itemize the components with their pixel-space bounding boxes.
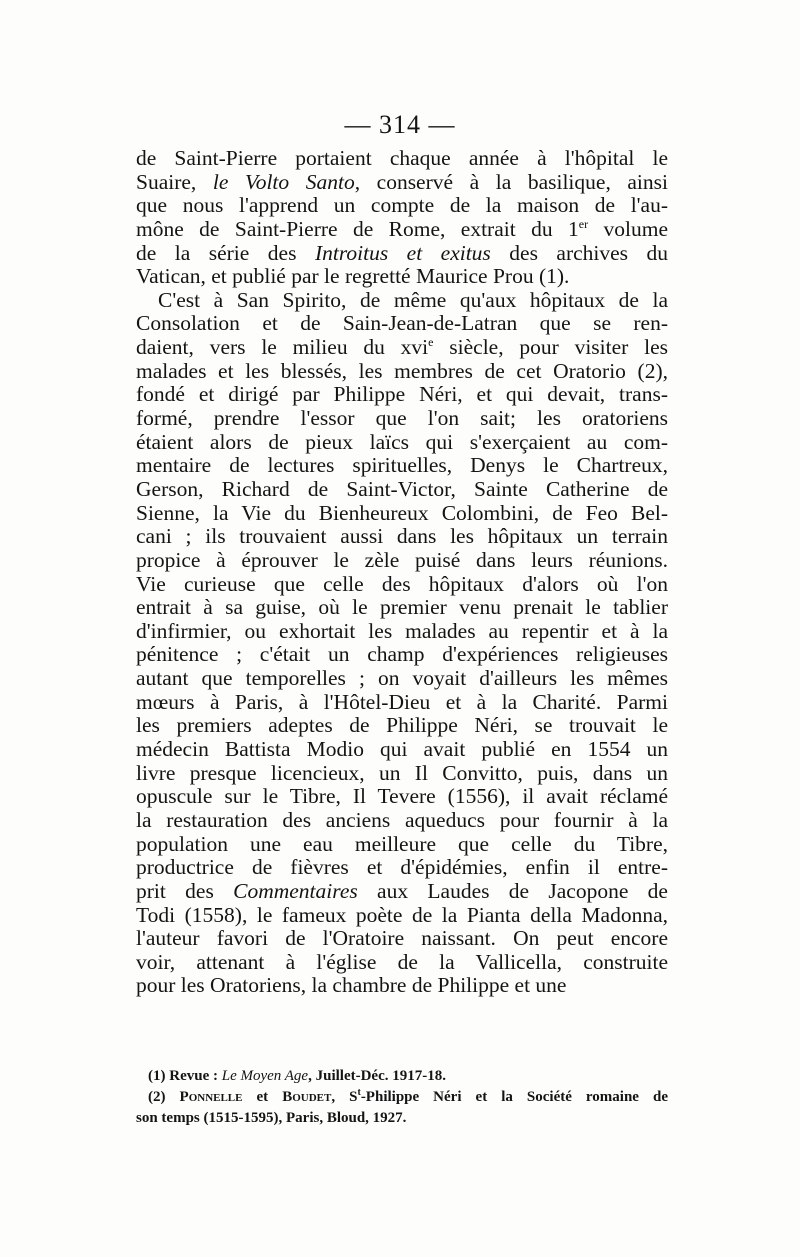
text-line: mentaire de lectures spirituelles, Denys le Chartreux, bbox=[136, 454, 668, 478]
text-line: la restauration des anciens aqueducs pour fournir à la bbox=[136, 808, 668, 832]
text-line: pour les Oratoriens, la chambre de Philippe et une bbox=[136, 974, 567, 998]
text-line: Todi (1558), le fameux poète de la Pianta della Madonna, bbox=[136, 903, 668, 927]
text-line: Gerson, Richard de Saint-Victor, Sainte Catherine de bbox=[136, 477, 668, 501]
text-line: productrice de fièvres et d'épidémies, enfin il entre- bbox=[136, 856, 668, 880]
text-line: C'est à San Spirito, de même qu'aux hôpitaux de la bbox=[158, 288, 668, 312]
text-line: opuscule sur le Tibre, Il Tevere (1556), il avait réclamé bbox=[136, 785, 668, 809]
text-line: l'auteur favori de l'Oratoire naissant. On peut encore bbox=[136, 927, 668, 951]
text-line: daient, vers le milieu du xvi$^e$ siècle, pour visiter les bbox=[136, 336, 668, 360]
page-number: — 314 — bbox=[344, 110, 456, 139]
text-line: entrait à sa guise, où le premier venu prenait le tablier bbox=[136, 596, 668, 620]
text-line: médecin Battista Modio qui avait publié en 1554 un bbox=[136, 738, 668, 762]
text-line: formé, prendre l'essor que l'on sait; les oratoriens bbox=[136, 407, 668, 431]
text-line: autant que temporelles ; on voyait d'ailleurs les mêmes bbox=[136, 667, 668, 691]
text-line: Consolation et de Sain-Jean-de-Latran que se ren- bbox=[136, 312, 668, 336]
footnote-line: (2) Ponnelle et Boudet, $S^t$-Philippe Néri et la Société romaine de bbox=[148, 1087, 668, 1105]
text-line: Vatican, et publié par le regretté Maurice Prou (1). bbox=[136, 265, 570, 289]
text-line: population une eau meilleure que celle du Tibre, bbox=[136, 832, 668, 856]
text-line: fondé et dirigé par Philippe Néri, et qui devait, trans- bbox=[136, 383, 668, 407]
body-text bbox=[136, 147, 668, 998]
text-line: d'infirmier, ou exhortait les malades au repentir et à la bbox=[136, 619, 668, 643]
text-line: de Saint-Pierre portaient chaque année à l'hôpital le bbox=[136, 147, 668, 170]
text-line: cani ; ils trouvaient aussi dans les hôpitaux un terrain bbox=[136, 525, 668, 549]
text-line: mœurs à Paris, à l'Hôtel-Dieu et à la Charité. Parmi bbox=[136, 690, 668, 714]
text-line: livre presque licencieux, un Il Convitto, puis, dans un bbox=[136, 761, 668, 785]
text-line: Vie curieuse que celle des hôpitaux d'alors où l'on bbox=[136, 572, 668, 596]
text-line: Sienne, la Vie du Bienheureux Colombini, de Feo Bel- bbox=[136, 501, 668, 525]
text-line: propice à éprouver le zèle puisé dans leurs réunions. bbox=[136, 548, 668, 572]
text-line: mône de Saint-Pierre de Rome, extrait du 1er volume bbox=[136, 217, 668, 241]
footnotes bbox=[136, 1066, 668, 1129]
text-line: de la série des Introitus et exitus des archives du bbox=[136, 241, 668, 265]
text-line: Suaire, le Volto Santo, conservé à la basilique, ainsi bbox=[136, 170, 668, 194]
text-line: les premiers adeptes de Philippe Néri, se trouvait le bbox=[136, 714, 668, 738]
text-line: étaient alors de pieux laïcs qui s'exerçaient au com- bbox=[136, 430, 668, 454]
text-line: que nous l'apprend un compte de la maison de l'au- bbox=[136, 194, 668, 218]
footnote-line: (1) Revue : Le Moyen Age, Juillet-Déc. 1917-18. bbox=[148, 1068, 446, 1084]
text-line: pénitence ; c'était un champ d'expériences religieuses bbox=[136, 643, 668, 667]
text-line: prit des Commentaires aux Laudes de Jacopone de bbox=[136, 879, 668, 903]
text-line: malades et les blessés, les membres de cet Oratorio (2), bbox=[136, 359, 668, 383]
text-line: voir, attenant à l'église de la Vallicella, construite bbox=[136, 950, 668, 974]
footnote-line: son temps (1515-1595), Paris, Bloud, 1927. bbox=[136, 1110, 407, 1126]
